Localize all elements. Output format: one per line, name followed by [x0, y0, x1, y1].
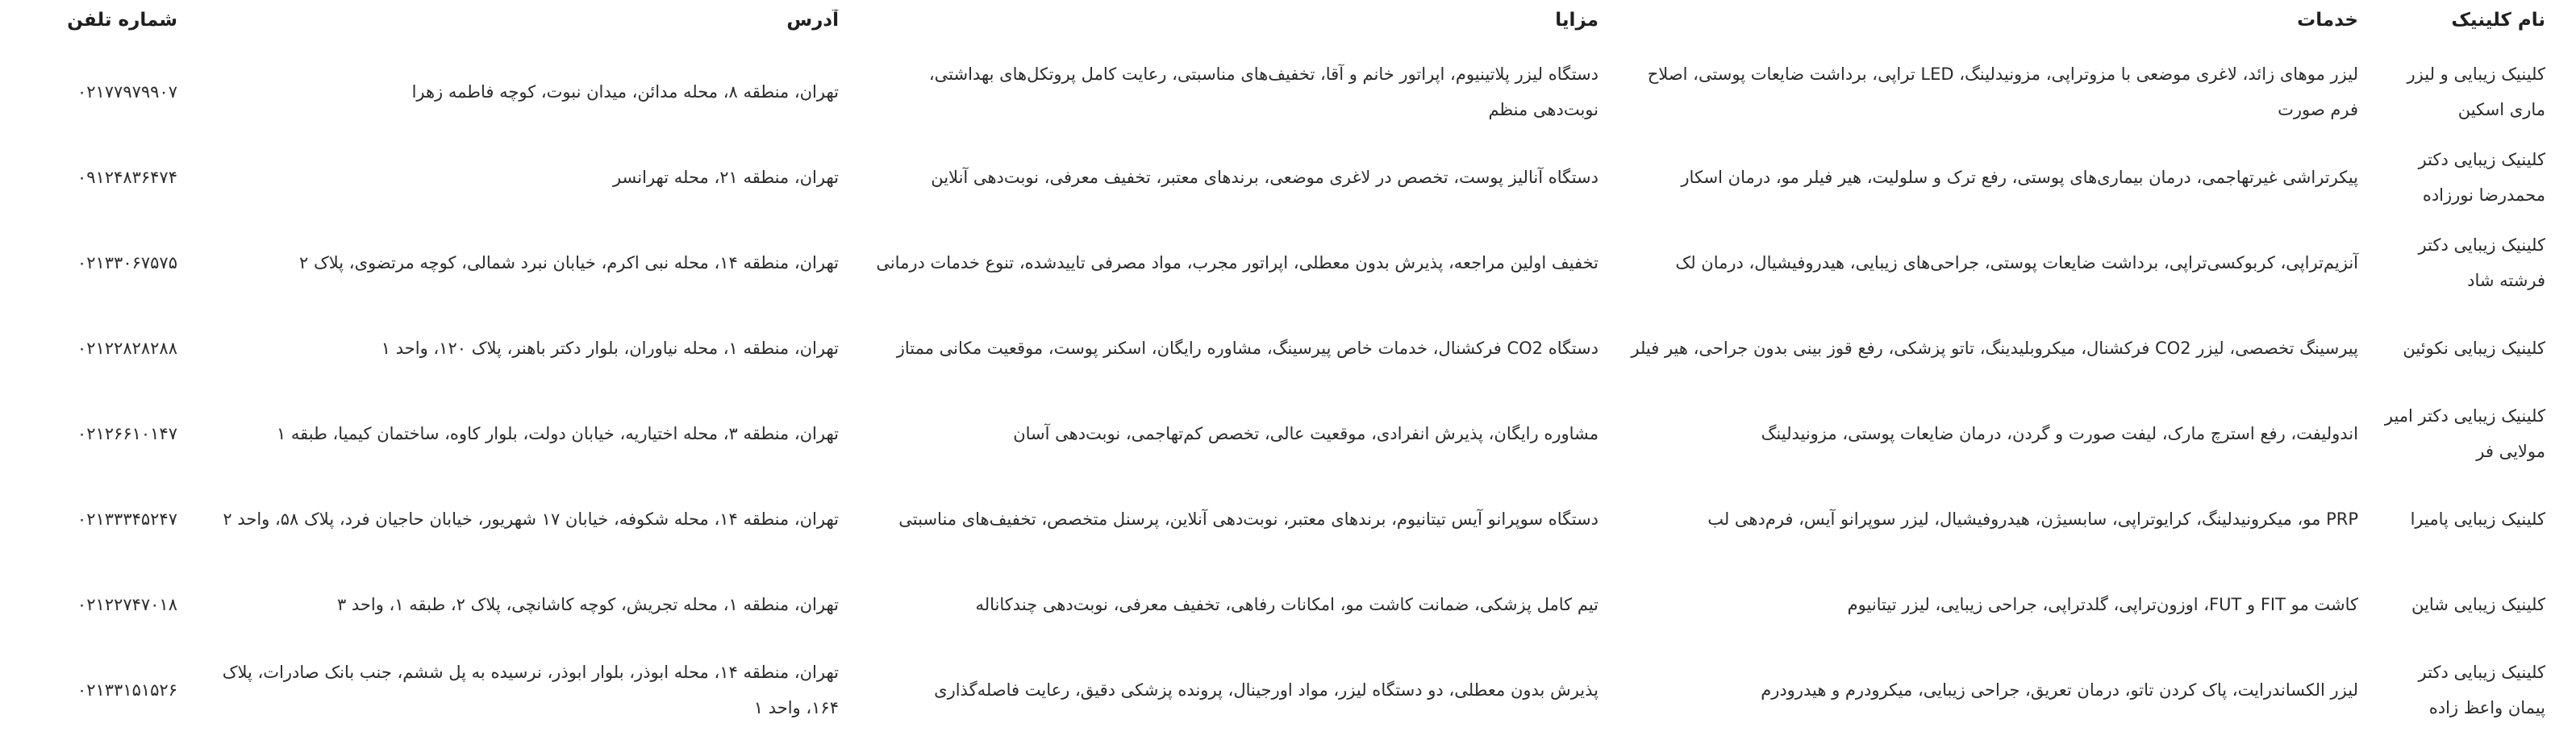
header-phone: شماره تلفن: [67, 10, 177, 31]
cell-address: تهران، منطقه ۱، محله تجریش، کوچه کاشانچی، پلاک ۲، طبقه ۱، واحد ۳: [336, 595, 839, 614]
cell-features: دستگاه لیزر پلاتینیوم، اپراتور خانم و آقا، تخفیف‌های مناسبتی، رعایت کامل پروتکل‌های بهداشتی، نوبت‌دهی منظم: [928, 64, 1599, 119]
header-features: مزایا: [1555, 10, 1599, 31]
cell-name: کلینیک زیبایی دکتر محمدرضا نورزاده: [2418, 150, 2545, 205]
cell-name: کلینیک زیبایی پامیرا: [2410, 509, 2545, 529]
header-address: آدرس: [786, 10, 839, 31]
table-row: [18, 651, 2558, 737]
cell-address: تهران، منطقه ۲۱، محله تهرانسر: [612, 168, 839, 187]
header-services: خدمات: [2297, 10, 2358, 31]
cell-services: لیزر الکساندرایت، پاک کردن تاتو، درمان تعریق، جراحی زیبایی، میکرودرم و هیدرودرم: [1761, 680, 2358, 700]
cell-address: تهران، منطقه ۱۴، محله ابوذر، بلوار ابوذر، نرسیده به پل ششم، جنب بانک صادرات، پلاک ۱۶۴، واحد ۱: [222, 663, 839, 717]
cell-name: کلینیک زیبایی نکوئین: [2403, 339, 2545, 358]
table-row: [18, 566, 2558, 651]
header-row: [18, 10, 2558, 53]
cell-address: تهران، منطقه ۱، محله نیاوران، بلوار دکتر باهنر، پلاک ۱۲۰، واحد ۱: [381, 339, 839, 358]
cell-address: تهران، منطقه ۳، محله اختیاریه، خیابان دولت، بلوار کاوه، ساختمان کیمیا، طبقه ۱: [276, 424, 839, 443]
cell-name: کلینیک زیبایی و لیزر ماری اسکین: [2407, 64, 2545, 119]
cell-services: لیزر موهای زائد، لاغری موضعی با مزوتراپی، مزونیدلینگ، LED تراپی، برداشت ضایعات پوستی، اصلاح فرم صورت: [1647, 64, 2358, 119]
cell-services: PRP مو، میکرونیدلینگ، کرایوتراپی، سابسیژن، هیدروفیشیال، لیزر سوپرانو آیس، فرم‌دهی لب: [1707, 509, 2358, 529]
cell-services: پیرسینگ تخصصی، لیزر CO2 فرکشنال، میکروبلیدینگ، تاتو پزشکی، رفع قوز بینی بدون جراحی، هیر فیلر: [1631, 339, 2358, 358]
cell-address: تهران، منطقه ۱۴، محله شکوفه، خیابان ۱۷ شهریور، خیابان حاجیان فرد، پلاک ۵۸، واحد ۲: [223, 509, 839, 529]
cell-phone: ۰۲۱۳۳۰۶۷۵۷۵: [77, 253, 177, 272]
table-header: [18, 10, 2558, 53]
clinic-table: [18, 10, 2558, 737]
cell-phone: ۰۲۱۲۶۶۱۰۱۴۷: [77, 424, 177, 443]
cell-features: تخفیف اولین مراجعه، پذیرش بدون معطلی، اپراتور مجرب، مواد مصرفی تاییدشده، تنوع خدمات درمانی: [876, 253, 1599, 272]
cell-features: مشاوره رایگان، پذیرش انفرادی، موقعیت عالی، تخصص کم‌تهاجمی، نوبت‌دهی آسان: [1013, 424, 1599, 443]
table-body: [18, 53, 2558, 737]
table-row: [18, 310, 2558, 395]
table-row: [18, 53, 2558, 139]
cell-features: تیم کامل پزشکی، ضمانت کاشت مو، امکانات رفاهی، تخفیف معرفی، نوبت‌دهی چندکاناله: [975, 595, 1599, 614]
cell-phone: ۰۲۱۷۷۹۷۹۹۰۷: [77, 82, 177, 102]
cell-address: تهران، منطقه ۱۴، محله نبی اکرم، خیابان نبرد شمالی، کوچه مرتضوی، پلاک ۲: [298, 253, 839, 272]
cell-name: کلینیک زیبایی دکتر پیمان واعظ زاده: [2418, 663, 2545, 717]
cell-address: تهران، منطقه ۸، محله مدائن، میدان نبوت، کوچه فاطمه زهرا: [411, 82, 839, 102]
cell-features: پذیرش بدون معطلی، دو دستگاه لیزر، مواد اورجینال، پرونده پزشکی دقیق، رعایت فاصله‌گذاری: [934, 680, 1599, 700]
cell-features: دستگاه آنالیز پوست، تخصص در لاغری موضعی، برندهای معتبر، تخفیف معرفی، نوبت‌دهی آنلاین: [931, 168, 1599, 187]
table-row: [18, 395, 2558, 480]
cell-phone: ۰۲۱۳۳۳۴۵۲۴۷: [77, 509, 177, 529]
cell-services: کاشت مو FIT و FUT، اوزون‌تراپی، گلدتراپی، جراحی زیبایی، لیزر تیتانیوم: [1847, 595, 2358, 614]
cell-phone: ۰۲۱۲۲۸۲۸۲۸۸: [77, 339, 177, 358]
cell-features: دستگاه CO2 فرکشنال، خدمات خاص پیرسینگ، مشاوره رایگان، اسکنر پوست، موقعیت مکانی ممتاز: [896, 339, 1599, 358]
cell-name: کلینیک زیبایی دکتر فرشته شاد: [2418, 235, 2545, 290]
table-row: [18, 480, 2558, 566]
cell-services: اندولیفت، رفع استرچ مارک، لیفت صورت و گردن، درمان ضایعات پوستی، مزونیدلینگ: [1761, 424, 2358, 443]
table-row: [18, 139, 2558, 224]
table-row: [18, 224, 2558, 310]
cell-services: آنزیم‌تراپی، کربوکسی‌تراپی، برداشت ضایعات پوستی، جراحی‌های زیبایی، هیدروفیشیال، درمان لک: [1675, 253, 2358, 272]
cell-name: کلینیک زیبایی دکتر امیر مولایی فر: [2384, 406, 2545, 461]
header-name: نام کلینیک: [2451, 10, 2545, 31]
cell-services: پیکرتراشی غیرتهاجمی، درمان بیماری‌های پوستی، رفع ترک و سلولیت، هیر فیلر مو، درمان اسکار: [1681, 168, 2358, 187]
cell-features: دستگاه سوپرانو آیس تیتانیوم، برندهای معتبر، نوبت‌دهی آنلاین، پرسنل متخصص، تخفیف‌های مناسبتی: [898, 509, 1599, 529]
cell-phone: ۰۲۱۳۳۱۵۱۵۲۶: [77, 680, 177, 700]
cell-phone: ۰۲۱۲۲۷۴۷۰۱۸: [77, 595, 177, 614]
cell-name: کلینیک زیبایی شاین: [2411, 595, 2545, 614]
cell-phone: ۰۹۱۲۴۸۳۶۴۷۴: [77, 168, 177, 187]
